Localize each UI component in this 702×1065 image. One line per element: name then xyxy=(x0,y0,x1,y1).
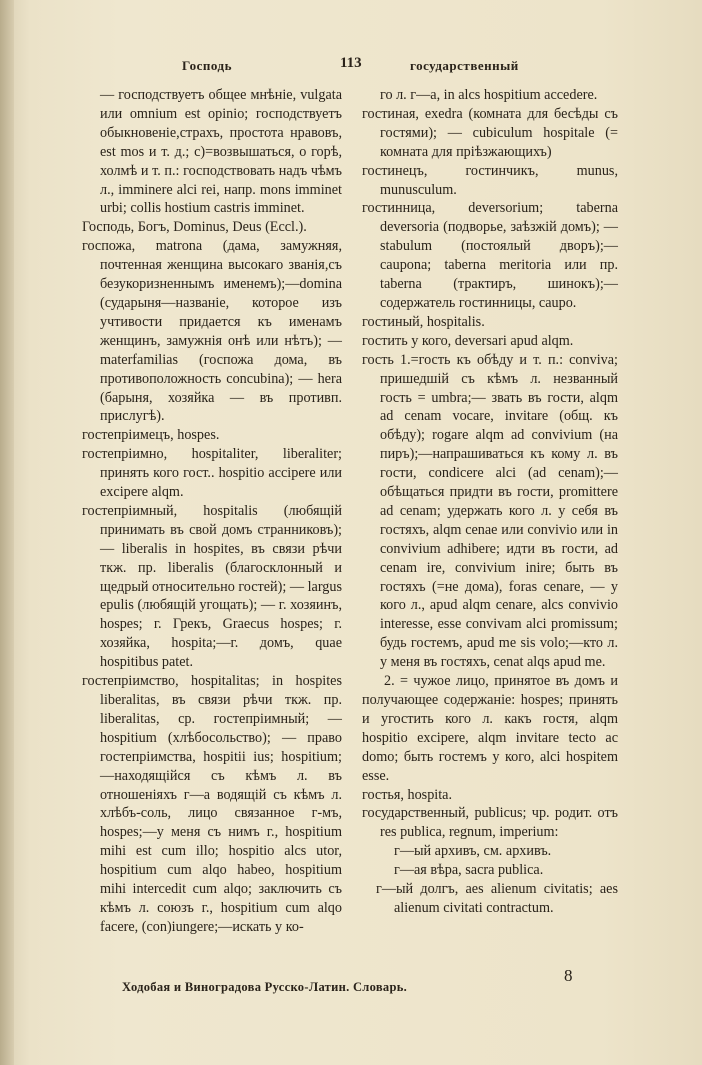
dictionary-entry: гостить у кого, deversari apud alqm. xyxy=(362,332,574,349)
dictionary-entry: гостепріимство, hospitalitas; in hospites liberalitas, въ связи рѣчи ткж. пр. liberalitas, ср. гостепріимный; — hospitium (хлѣбосольство); — право гостепріимства, hospitii ius; hospitium;—находящійся съ кѣмъ л. въ отношеніяхъ г—а водящій съ кѣмъ л. хлѣбъ-соль, лицо связанное г-мъ, hospes;—у меня съ нимъ г., hospitium mihi est cum illo; hospitio alcs utor, hospitium cum alqo habeo, hospitium mihi intercedit cum alqo; заключить съ кѣмъ л. союзъ г., hospitium cum alqo facere, (con)iungere;—искать у ко- xyxy=(82,673,342,935)
dictionary-entry: гостья, hospita. xyxy=(362,786,453,803)
header-first-word: Господь xyxy=(182,58,232,73)
dictionary-entry: гость 1.=гость къ обѣду и т. п.: conviva; пришедшій съ кѣмъ л. незванный гость = umbra;— звать въ гости, alqm ad cenam vocare, invitare (общ. къ обѣду); rogare alqm ad convivium (на пиръ);—напрашиваться къ кому л. въ гости, condicere alci (ad cenam);—обѣщаться придти въ гости, promittere ad cenam; удержать кого л. у себя въ гостяхъ, alqm cenae или convivio или in convivium adhibere; идти въ гости, ad cenam ire, convivium inire; быть въ гостяхъ (=не дома), foras cenare, — у кого л., apud alqm cenare, alcs convivio interesse, esse convivam alci promissum; будь гостемъ, apud me sis volo;—кто л. у меня въ гостяхъ, cenat alqs apud me. xyxy=(362,351,618,671)
dictionary-phrase: г—ый архивъ, см. архивъ. xyxy=(394,843,552,860)
signature-mark: 8 xyxy=(564,966,573,985)
dictionary-entry: гостепріимный, hospitalis (любящій принимать въ свой домъ странниковъ); — liberalis in hospites, въ связи рѣчи ткж. пр. liberalis (благосклонный и щедрый относительно гостей); — largus epulis (любящій угощать); — г. хозяинъ, hospes; г. Грекъ, Graecus hospes; г. хозяйка, hospita;—г. домъ, quae hospitibus patet. xyxy=(82,502,342,671)
dictionary-entry: гостепріимецъ, hospes. xyxy=(82,427,220,444)
dictionary-entry: гостиный, hospitalis. xyxy=(362,313,485,330)
dictionary-entry: госпожа, matrona (дама, замужняя, почтенная женщина высокаго званія,съ безукоризненнымъ именемъ);—domina (сударыня—названіе, которое изъ учтивости придается къ именамъ женщинъ, замужнія онѣ или нѣтъ); — materfamilias (госпожа дома, въ противоположность concubina); — hera (барыня, хозяйка — въ противп. прислугѣ). xyxy=(82,238,342,425)
dictionary-entry: гостинецъ, гостинчикъ, munus, munusculum. xyxy=(362,162,618,198)
book-footer: Ходобая и Виноградова Русско-Латин. Словарь. xyxy=(122,980,408,994)
dictionary-entry: государственный, publicus; чр. родит. отъ res publica, regnum, imperium: xyxy=(362,805,618,841)
dictionary-phrase: г—ая вѣра, sacra publica. xyxy=(394,862,544,879)
dictionary-entry: гостиная, exedra (комната для бесѣды съ гостями); — cubiculum hospitale (= комната для пріѣзжающихъ) xyxy=(362,105,618,160)
running-header xyxy=(80,50,600,74)
dictionary-entry: гостепріимно, hospitaliter, liberaliter; принять кого гост.. hospitio accipere или excipere alqm. xyxy=(82,446,342,501)
dictionary-subsense: 2. = чужое лицо, принятое въ домъ и получающее содержаніе: hospes; принять и угостить кого л. какъ гостя, alqm hospitio excipere, alqm invitare tecto ac domo; быть гостемъ у кого, alci hospitem esse. xyxy=(362,673,618,784)
dictionary-entry: гостинница, deversorium; taberna deversoria (подворье, заѣзжій домъ); — stabulum (постоялый дворъ);—caupona; taberna meritoria или пр. taberna (трактиръ, шинокъ);—содержатель гостинницы, caupo. xyxy=(362,200,618,311)
page-number: 113 xyxy=(340,55,362,71)
page-spine-shadow xyxy=(0,0,14,1065)
header-last-word: государственный xyxy=(410,58,519,73)
right-column xyxy=(362,86,618,918)
dictionary-entry: Господь, Богъ, Dominus, Deus (Eccl.). xyxy=(82,219,307,236)
dictionary-entry: — господствуетъ общее мнѣніе, vulgata или omnium est opinio; господствуетъ обыкновеніе,страхъ, простота нравовъ, est mos и т. д.; с)=возвышаться, о горѣ, холмѣ и т. п.: господствовать надъ чѣмъ л., imminere alci rei, напр. mons imminet urbi; collis hostium castris imminet. xyxy=(100,87,342,217)
dictionary-phrase: г—ый долгъ, aes alienum civitatis; aes alienum civitati contractum. xyxy=(376,881,618,916)
dictionary-entry: го л. г—а, in alcs hospitium accedere. xyxy=(380,87,598,103)
left-column xyxy=(82,86,342,937)
